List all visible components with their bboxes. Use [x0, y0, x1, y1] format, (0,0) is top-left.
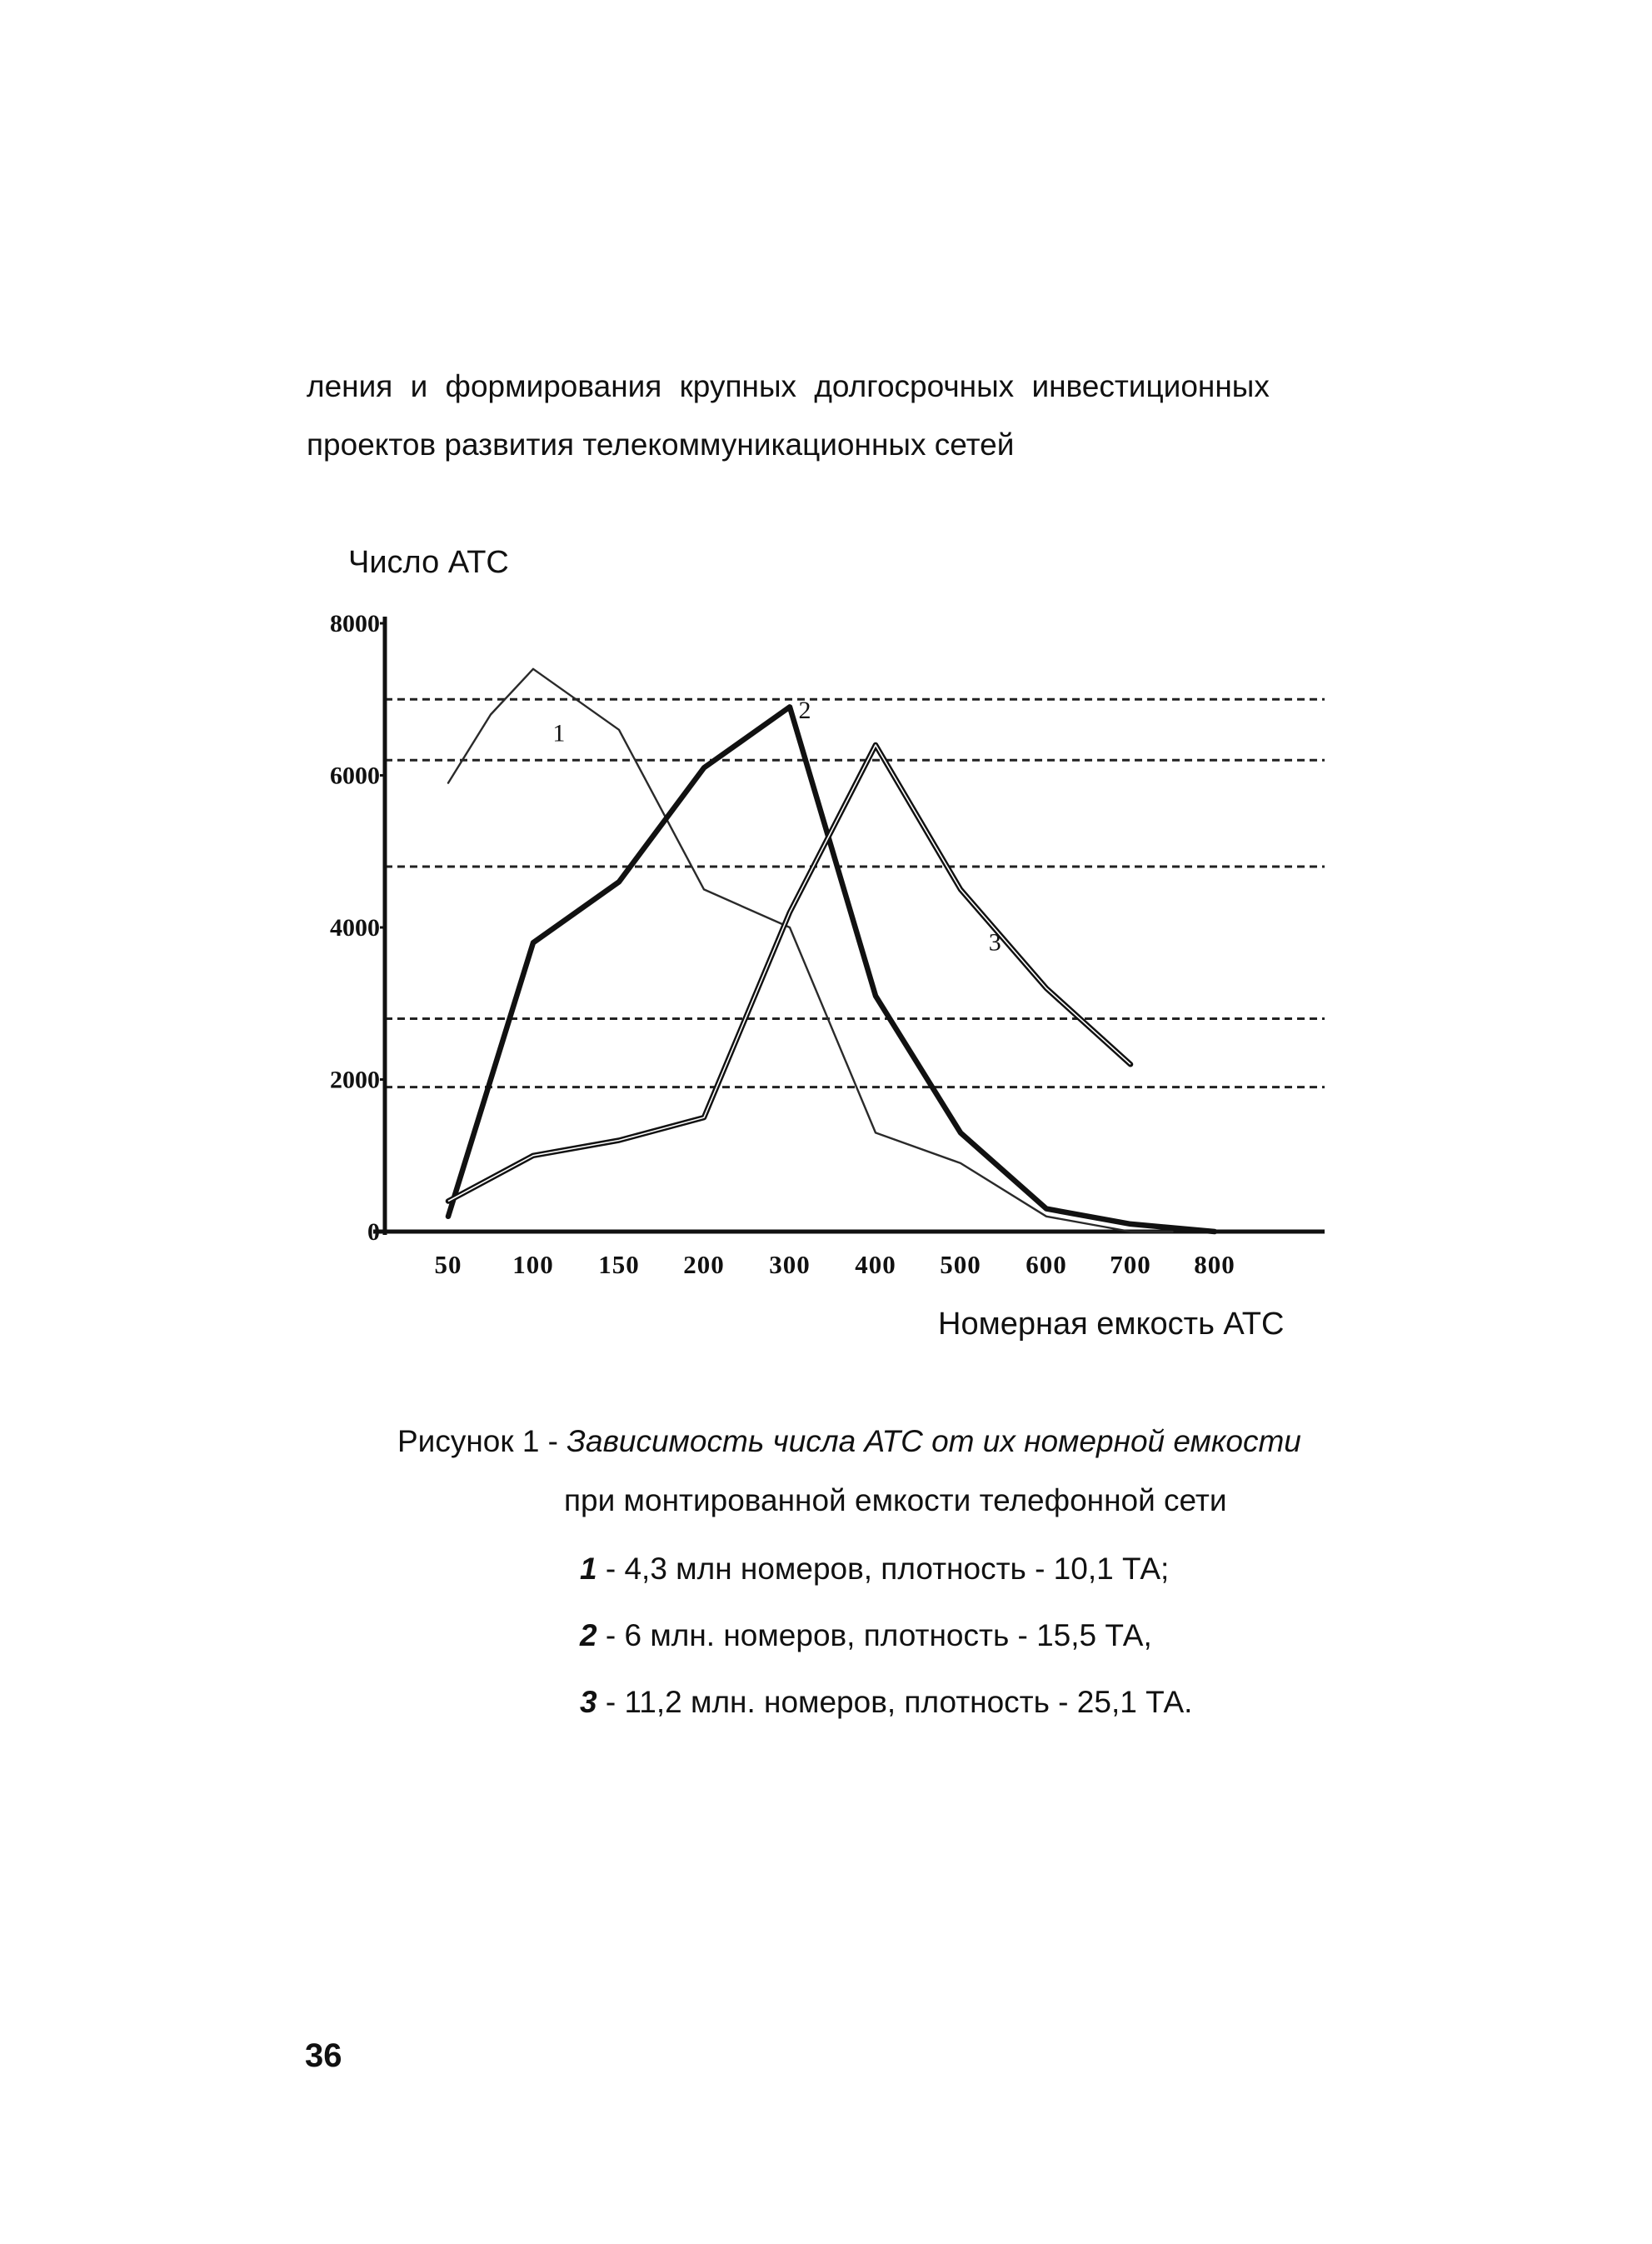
y-tick-label: 8000: [330, 610, 380, 637]
series-1-line: [448, 669, 1173, 1232]
x-tick-label: 200: [683, 1250, 725, 1279]
series-2-label: 2: [798, 697, 811, 725]
x-tick-label: 300: [769, 1250, 811, 1279]
caption-legend-item: [580, 1552, 1169, 1587]
x-tick-label: 700: [1110, 1250, 1151, 1279]
y-tick-label: 6000: [330, 762, 380, 790]
caption-legend-item: [580, 1618, 1152, 1653]
x-tick-label: 150: [598, 1250, 640, 1279]
figure-caption-title: [397, 1424, 1301, 1459]
chart-x-axis-label: Номерная емкость АТС: [938, 1307, 1285, 1342]
y-tick-label: 0: [367, 1218, 380, 1246]
page-number: 36: [305, 2037, 342, 2074]
body-text-line: ления и формирования крупных долгосрочных инвестиционных: [307, 369, 1270, 403]
body-text-line: проектов развития телекоммуникационных сетей: [307, 427, 1015, 462]
x-tick-label: 800: [1194, 1250, 1235, 1279]
caption-prefix: Рисунок 1 -: [397, 1424, 567, 1458]
legend-text: - 11,2 млн. номеров, плотность - 25,1 ТА.: [596, 1685, 1193, 1719]
caption-legend-item: [580, 1685, 1192, 1720]
x-tick-label: 600: [1026, 1250, 1067, 1279]
x-tick-label: 50: [434, 1250, 462, 1279]
legend-text: - 4,3 млн номеров, плотность - 10,1 ТА;: [596, 1552, 1170, 1586]
legend-text: - 6 млн. номеров, плотность - 15,5 ТА,: [596, 1618, 1152, 1652]
series-3-label: 3: [988, 928, 1001, 957]
series-3-line: [448, 745, 1130, 1202]
y-tick-label: 2000: [330, 1066, 380, 1094]
legend-number: 1: [580, 1552, 597, 1586]
x-tick-label: 400: [855, 1250, 896, 1279]
x-tick-label: 500: [940, 1250, 981, 1279]
series-1-label: 1: [552, 719, 566, 747]
figure-caption-subtitle: при монтированной емкости телефонной сети: [564, 1483, 1227, 1517]
y-tick-label: 4000: [330, 914, 380, 942]
x-tick-label: 100: [512, 1250, 554, 1279]
series-3-line-inner: [448, 745, 1130, 1202]
legend-number: 2: [580, 1618, 597, 1652]
chart-y-axis-label: Число АТС: [348, 545, 509, 580]
legend-number: 3: [580, 1685, 597, 1719]
caption-title: Зависимость числа АТС от их номерной емкости: [566, 1424, 1301, 1458]
